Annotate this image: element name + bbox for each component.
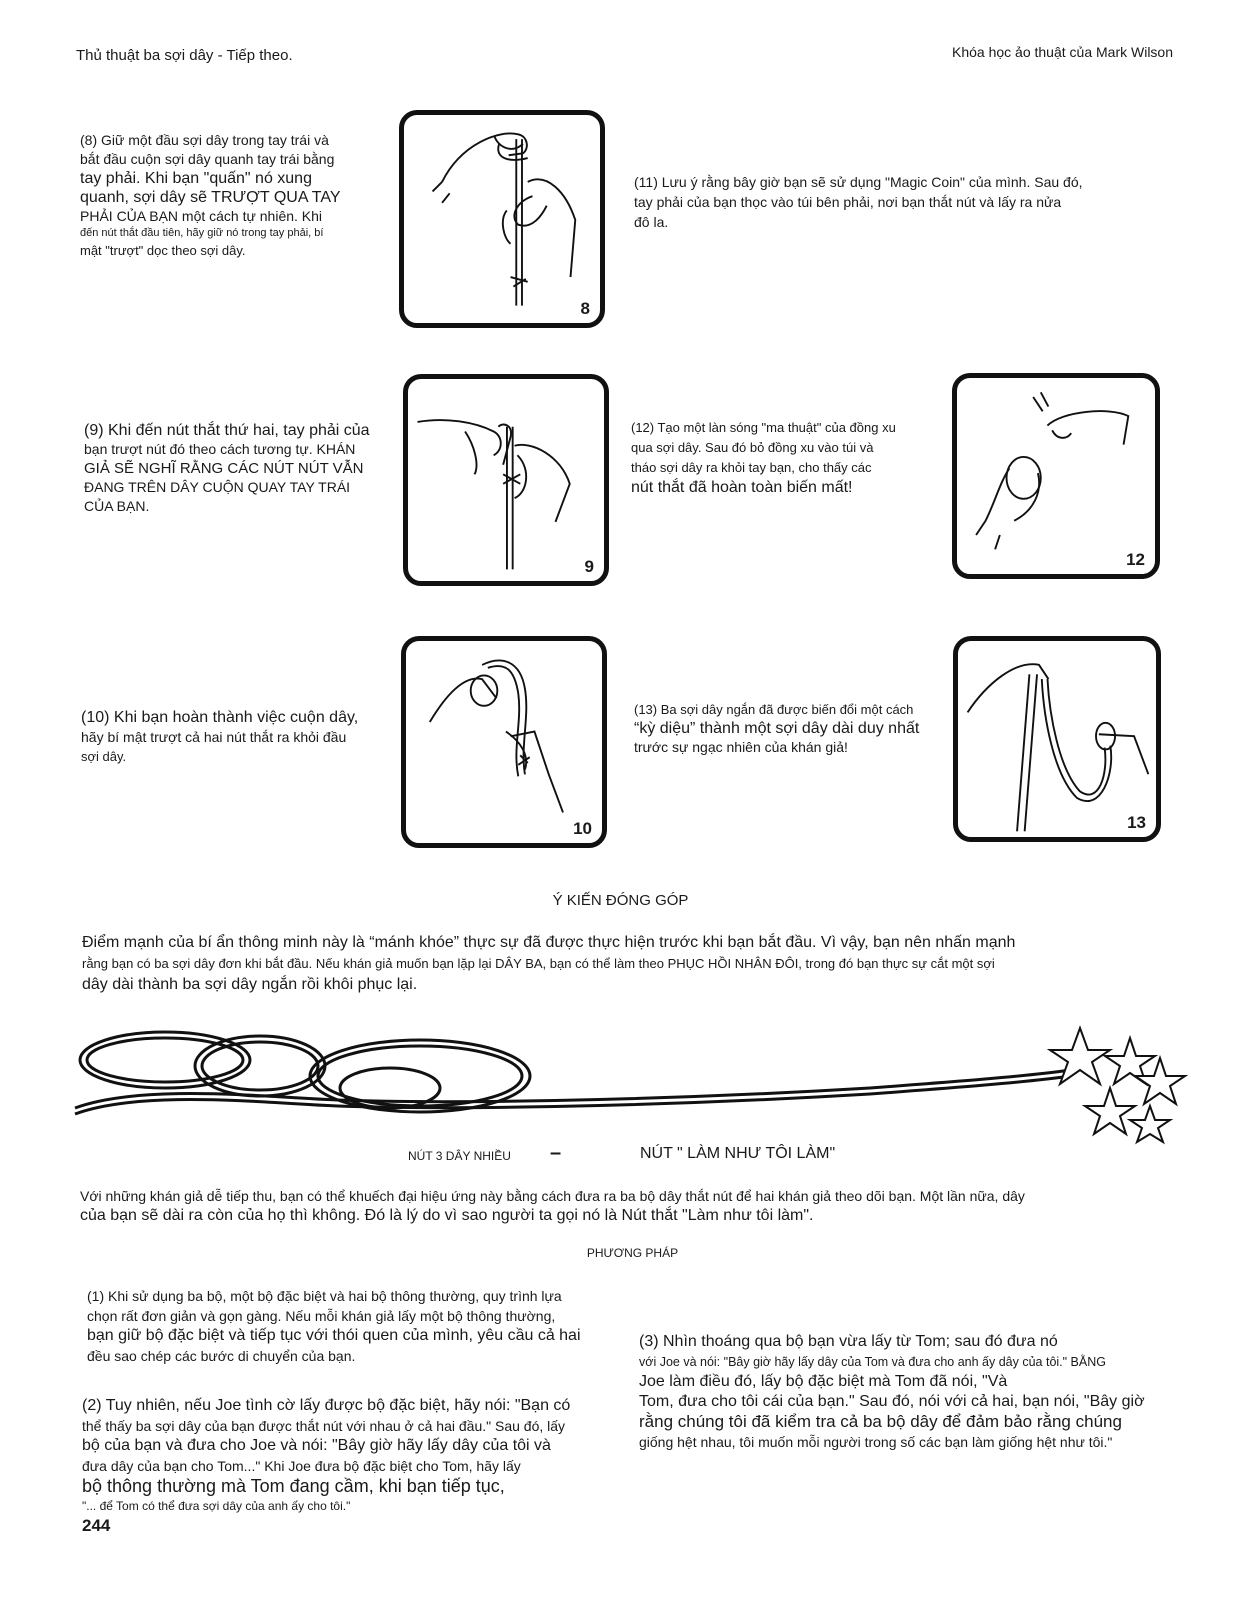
figure-13 <box>953 636 1161 842</box>
caption-line: (11) Lưu ý rằng bây giờ bạn sẽ sử dụng "Magic Coin" của mình. Sau đó, <box>634 174 1083 190</box>
comment-paragraph <box>82 932 1182 995</box>
figure-number: 12 <box>1126 550 1145 569</box>
caption-line: tay phải. Khi bạn "quấn" nó xung <box>80 170 312 187</box>
caption-line: (10) Khi bạn hoàn thành việc cuộn dây, <box>81 709 359 726</box>
method-paragraph-1 <box>87 1286 607 1366</box>
caption-line: hãy bí mật trượt cả hai nút thắt ra khỏi đầu <box>81 729 347 745</box>
section-label-left: NÚT 3 DÂY NHIỀU <box>408 1149 511 1163</box>
caption-line: (8) Giữ một đầu sợi dây trong tay trái và <box>80 132 329 148</box>
section-intro <box>80 1186 1200 1226</box>
step-10-caption <box>81 707 401 766</box>
caption-line: CỦA BẠN. <box>84 498 150 514</box>
paragraph-line: chọn rất đơn giản và gọn gàng. Nếu mỗi khán giả lấy một bộ thông thường, <box>87 1308 556 1324</box>
caption-line: sợi dây. <box>81 749 127 764</box>
paragraph-line: rằng chúng tôi đã kiểm tra cả ba bộ dây để đảm bảo rằng chúng <box>639 1412 1122 1431</box>
paragraph-line: (3) Nhìn thoáng qua bộ bạn vừa lấy từ Tom; sau đó đưa nó <box>639 1333 1058 1350</box>
caption-line: (13) Ba sợi dây ngắn đã được biến đổi một cách <box>634 702 914 717</box>
caption-line: tay phải của bạn thọc vào túi bên phải, nơi bạn thắt nút và lấy ra nửa <box>634 194 1062 210</box>
method-paragraph-3 <box>639 1332 1179 1452</box>
hands-coiling-rope-illustration <box>404 115 600 323</box>
caption-line: trước sự ngạc nhiên của khán giả! <box>634 739 848 755</box>
step-11-caption <box>634 172 1154 232</box>
caption-line: qua sợi dây. Sau đó bỏ đồng xu vào túi và <box>631 440 874 455</box>
paragraph-line: rằng bạn có ba sợi dây đơn khi bắt đầu. Nếu khán giả muốn bạn lặp lại DÂY BA, bạn có thể làm theo PHỤC HỒI NHÂN ĐÔI, trong đó bạn thực sự cắt một sợi <box>82 956 995 971</box>
figure-number: 10 <box>573 819 592 838</box>
caption-line: ĐANG TRÊN DÂY CUỘN QUAY TAY TRÁI <box>84 479 351 495</box>
section-dash: – <box>550 1142 562 1164</box>
paragraph-line: (2) Tuy nhiên, nếu Joe tình cờ lấy được bộ đặc biệt, hãy nói: "Bạn có <box>82 1397 571 1414</box>
caption-line: quanh, sợi dây sẽ TRƯỢT QUA TAY <box>80 189 341 206</box>
paragraph-line: Joe làm điều đó, lấy bộ đặc biệt mà Tom đã nói, "Và <box>639 1373 1008 1390</box>
figure-12 <box>952 373 1160 579</box>
slipping-knots-off-rope-illustration <box>406 641 602 843</box>
paragraph-line: Tom, đưa cho tôi cái của bạn." Sau đó, nói với cả hai, bạn nói, "Bây giờ <box>639 1393 1145 1410</box>
section-label-right: NÚT " LÀM NHƯ TÔI LÀM" <box>640 1145 836 1162</box>
running-header-right: Khóa học ảo thuật của Mark Wilson <box>952 44 1174 60</box>
paragraph-line: đều sao chép các bước di chuyển của bạn. <box>87 1348 356 1364</box>
paragraph-line: "... để Tom có thể đưa sợi dây của anh ấy cho tôi." <box>82 1499 351 1513</box>
rope-loops-and-stars-illustration <box>70 1018 1200 1148</box>
caption-line: đến nút thắt đầu tiên, hãy giữ nó trong tay phải, bí <box>80 227 324 239</box>
figure-8 <box>399 110 605 328</box>
paragraph-line: Với những khán giả dễ tiếp thu, bạn có thể khuếch đại hiệu ứng này bằng cách đưa ra ba bộ dây thắt nút để hai khán giả theo dõi bạn. Một lần nữa, dây <box>80 1188 1025 1204</box>
running-header-left: Thủ thuật ba sợi dây - Tiếp theo. <box>76 47 293 64</box>
caption-line: (12) Tạo một làn sóng "ma thuật" của đồng xu <box>631 420 896 435</box>
paragraph-line: Điểm mạnh của bí ẩn thông minh này là “mánh khóe” thực sự đã được thực hiện trước khi bạn bắt đầu. Vì vậy, bạn nên nhấn mạnh <box>82 934 1016 951</box>
method-paragraph-2 <box>82 1396 612 1516</box>
caption-line: “kỳ diệu” thành một sợi dây dài duy nhất <box>634 720 920 737</box>
caption-line: (9) Khi đến nút thắt thứ hai, tay phải của <box>84 422 370 439</box>
paragraph-line: với Joe và nói: "Bây giờ hãy lấy dây của Tom và đưa cho anh ấy dây của tôi." BẰNG <box>639 1355 1106 1369</box>
caption-line: GIẢ SẼ NGHĨ RẰNG CÁC NÚT NÚT VẪN <box>84 460 364 477</box>
magic-coin-wave-illustration <box>957 378 1155 574</box>
caption-line: bắt đầu cuộn sợi dây quanh tay trái bằng <box>80 151 335 167</box>
method-title: PHƯƠNG PHÁP <box>586 1246 679 1260</box>
paragraph-line: của bạn sẽ dài ra còn của họ thì không. Đó là lý do vì sao người ta gọi nó là Nút thắt "Làm như tôi làm". <box>80 1207 814 1224</box>
right-hand-sliding-knot-illustration <box>408 379 604 581</box>
caption-line: đô la. <box>634 214 669 230</box>
step-12-caption <box>631 418 941 498</box>
paragraph-line: bộ thông thường mà Tom đang cầm, khi bạn tiếp tục, <box>82 1476 505 1496</box>
paragraph-line: bạn giữ bộ đặc biệt và tiếp tục với thói quen của mình, yêu cầu cả hai <box>87 1327 581 1344</box>
single-long-rope-illustration <box>958 641 1156 837</box>
paragraph-line: thể thấy ba sợi dây của bạn được thắt nút với nhau ở cả hai đầu." Sau đó, lấy <box>82 1418 566 1434</box>
figure-10 <box>401 636 607 848</box>
figure-number: 8 <box>580 299 590 318</box>
step-9-caption <box>84 421 394 516</box>
caption-line: nút thắt đã hoàn toàn biến mất! <box>631 479 853 496</box>
figure-number: 9 <box>584 557 594 576</box>
figure-number: 13 <box>1127 813 1146 832</box>
page-number: 244 <box>82 1516 111 1535</box>
paragraph-line: đưa dây của bạn cho Tom..." Khi Joe đưa bộ đặc biệt cho Tom, hãy lấy <box>82 1458 521 1474</box>
caption-line: mật "trượt" dọc theo sợi dây. <box>80 243 246 258</box>
step-8-caption <box>80 131 400 260</box>
paragraph-line: bộ của bạn và đưa cho Joe và nói: "Bây giờ hãy lấy dây của tôi và <box>82 1437 551 1454</box>
step-13-caption <box>634 700 944 757</box>
paragraph-line: (1) Khi sử dụng ba bộ, một bộ đặc biệt và hai bộ thông thường, quy trình lựa <box>87 1288 562 1304</box>
figure-9 <box>403 374 609 586</box>
paragraph-line: giống hệt nhau, tôi muốn mỗi người trong số các bạn làm giống hệt như tôi." <box>639 1434 1113 1450</box>
caption-line: PHẢI CỦA BẠN một cách tự nhiên. Khi <box>80 208 323 224</box>
caption-line: tháo sợi dây ra khỏi tay bạn, cho thấy các <box>631 460 872 475</box>
caption-line: bạn trượt nút đó theo cách tương tự. KHÁN <box>84 441 356 457</box>
comment-title: Ý KIẾN ĐÓNG GÓP <box>552 892 689 909</box>
paragraph-line: dây dài thành ba sợi dây ngắn rồi khôi phục lại. <box>82 976 418 993</box>
